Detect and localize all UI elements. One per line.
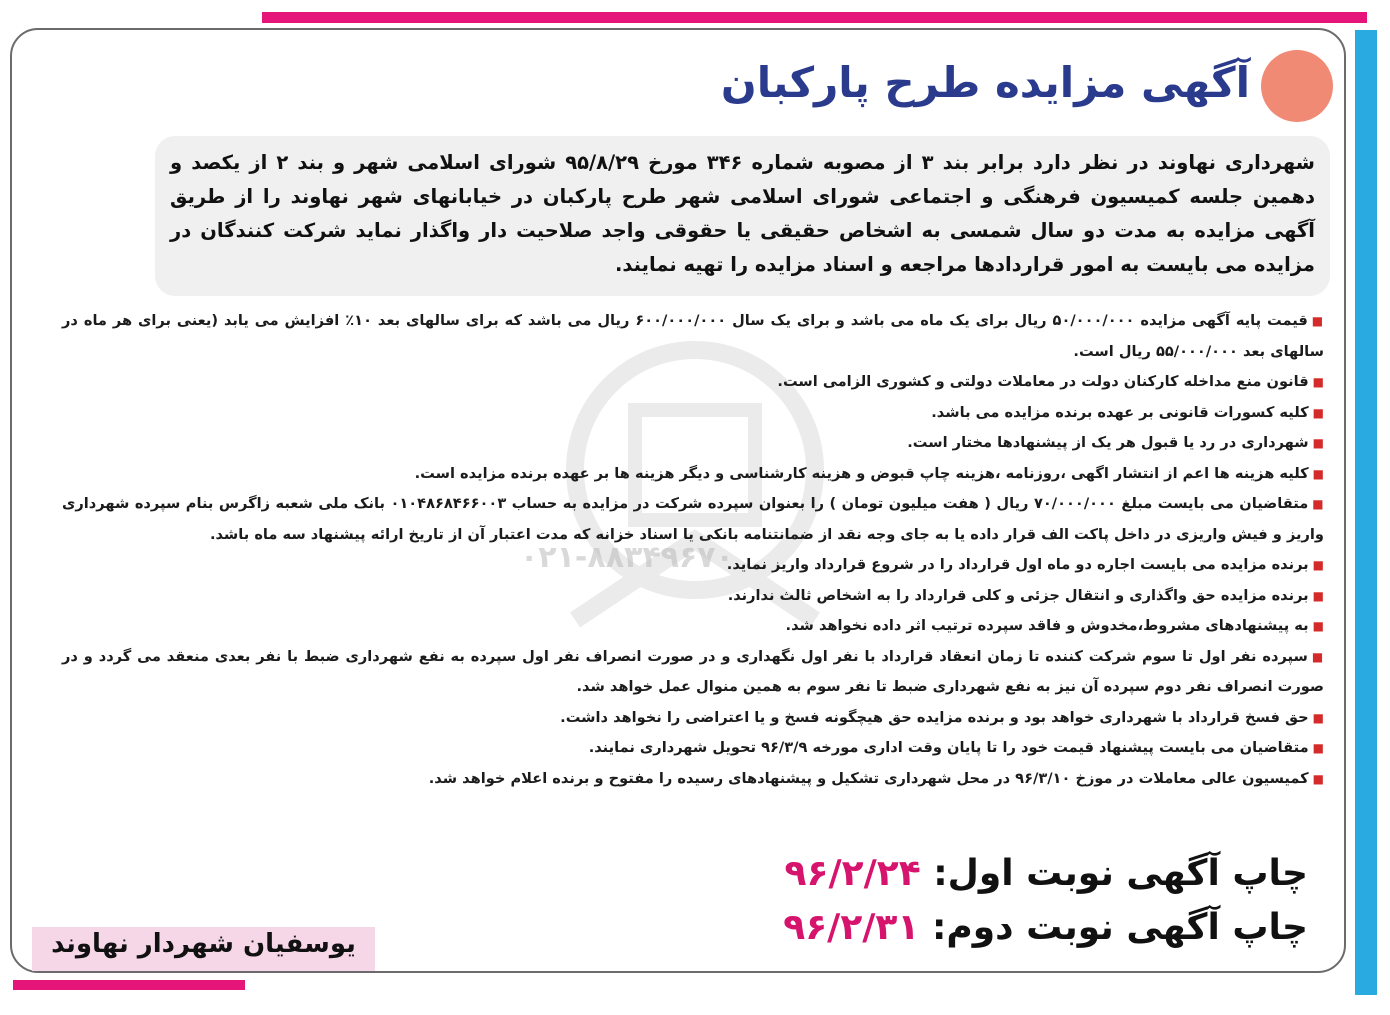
- bullet-icon: ■: [1312, 558, 1324, 572]
- print-second-line: [783, 907, 1308, 948]
- bullet-icon: ■: [1311, 314, 1324, 328]
- bullet-icon: ■: [1312, 619, 1324, 633]
- bullet-icon: ■: [1312, 466, 1324, 481]
- header-circle-icon: [1261, 50, 1333, 122]
- bullet-icon: ■: [1312, 375, 1324, 389]
- bullet-icon: ■: [1312, 741, 1324, 755]
- list-item: ■به پیشنهادهای مشروط،مخدوش و فاقد سپرده ترتیب اثر داده نخواهد شد.: [785, 617, 1324, 634]
- page-title: آگهی مزایده طرح پارکبان: [720, 58, 1250, 107]
- list-item: ■حق فسخ قرارداد با شهرداری خواهد بود و برنده مزایده حق هیچگونه فسخ و یا اعتراضی را نخواهد داشت.: [560, 708, 1324, 726]
- list-item: ■برنده مزایده حق واگذاری و انتقال جزئی و کلی قرارداد را به اشخاص ثالث ندارند.: [727, 586, 1324, 604]
- print-first-date: ۹۶/۲/۲۴: [784, 853, 921, 894]
- bottom-accent-stripe: [13, 980, 245, 990]
- list-item: ■سپرده نفر اول تا سوم شرکت کننده تا زمان انعقاد قرارداد با نفر اول نگهداری و در صورت انصراف نفر اول سپرده به نفع شهرداری ضبط با نفر بعدی منعقد می گردد و در صورت انصراف نفر دوم سپرده آن نیز به نفع شهرداری ضبط تا نفر سوم به همین منوال عمل خواهد شد.: [62, 647, 1325, 695]
- list-item: ■کمیسیون عالی معاملات در موزخ ۹۶/۳/۱۰ در محل شهرداری تشکیل و پیشنهادهای رسیده را مفتوح و برنده اعلام خواهد شد.: [428, 769, 1324, 787]
- list-item: ■برنده مزایده می بایست اجاره دو ماه اول قرارداد را در شروع قرارداد واریز نماید.: [726, 556, 1324, 573]
- conditions-list: [62, 306, 1324, 794]
- print-second-date: ۹۶/۲/۳۱: [783, 907, 920, 948]
- print-second-label: چاپ آگهی نوبت دوم:: [931, 907, 1308, 948]
- list-item: ■کلیه هزینه ها اعم از انتشار اگهی ،روزنامه ،هزینه چاپ قبوض و هزینه کارشناسی و دیگر هزینه ها بر عهده برنده مزایده است.: [414, 464, 1324, 482]
- bullet-icon: ■: [1312, 436, 1324, 450]
- right-accent-stripe: [1355, 30, 1377, 995]
- list-item: ■متقاضیان می بایست پیشنهاد قیمت خود را تا پایان وقت اداری مورخه ۹۶/۳/۹ تحویل شهرداری نمایند.: [588, 739, 1324, 756]
- bullet-icon: ■: [1312, 405, 1324, 420]
- bullet-icon: ■: [1312, 771, 1324, 786]
- bullet-icon: ■: [1312, 588, 1324, 603]
- watermark-phone: ۰۲۱-۸۸۳۴۹۶۷۰: [520, 540, 734, 575]
- list-item: ■متقاضیان می بایست مبلغ ۷۰/۰۰۰/۰۰۰ ریال ( هفت میلیون تومان ) را بعنوان سپرده شرکت در مزایده به حساب ۰۱۰۴۸۶۸۴۶۶۰۰۳ بانک ملی شعبه زاگرس بنام سپرده شهرداری واریز و فیش واریزی در داخل پاکت الف قرار داده یا به جای وجه نقد از ضمانتنامه بانکی یا اسناد خزانه که مدت اعتبار آن از تاریخ ارائه پیشنهاد سه ماه باشد.: [62, 495, 1324, 543]
- signature: یوسفیان شهردار نهاوند: [51, 929, 356, 959]
- print-first-line: [785, 853, 1308, 894]
- intro-paragraph: شهرداری نهاوند در نظر دارد برابر بند ۳ از مصوبه شماره ۳۴۶ مورخ ۹۵/۸/۲۹ شورای اسلامی شهر و بند ۲ از یکصد و دهمین جلسه کمیسیون فرهنگی و اجتماعی شورای اسلامی شهر طرح پارکبان در خیابانهای شهر نهاوند را از طریق آگهی مزایده به مدت دو سال شمسی به اشخاص حقیقی یا حقوقی واجد صلاحیت دار واگذار نماید شرکت کنندگان در مزایده می بایست به امور قراردادها مراجعه و اسناد مزایده را تهیه نمایند.: [170, 151, 1315, 276]
- bullet-icon: ■: [1311, 649, 1325, 664]
- list-item: ■شهرداری در رد یا قبول هر یک از پیشنهادها مختار است.: [907, 434, 1324, 451]
- bullet-icon: ■: [1312, 710, 1324, 725]
- print-first-label: چاپ آگهی نوبت اول:: [933, 853, 1308, 894]
- bullet-icon: ■: [1312, 497, 1324, 511]
- top-accent-stripe: [262, 12, 1367, 23]
- list-item: ■کلیه کسورات قانونی بر عهده برنده مزایده می باشد.: [931, 403, 1324, 421]
- list-item: ■قانون منع مداخله کارکنان دولت در معاملات دولتی و کشوری الزامی است.: [777, 373, 1324, 390]
- list-item: ■قیمت پایه آگهی مزایده ۵۰/۰۰۰/۰۰۰ ریال برای یک ماه می باشد و برای یک سال ۶۰۰/۰۰۰/۰۰۰ ریال می باشد که برای سالهای بعد ۱۰٪ افزایش می یابد (یعنی برای هر ماه در سالهای بعد ۵۵/۰۰۰/۰۰۰ ریال است.: [62, 312, 1324, 360]
